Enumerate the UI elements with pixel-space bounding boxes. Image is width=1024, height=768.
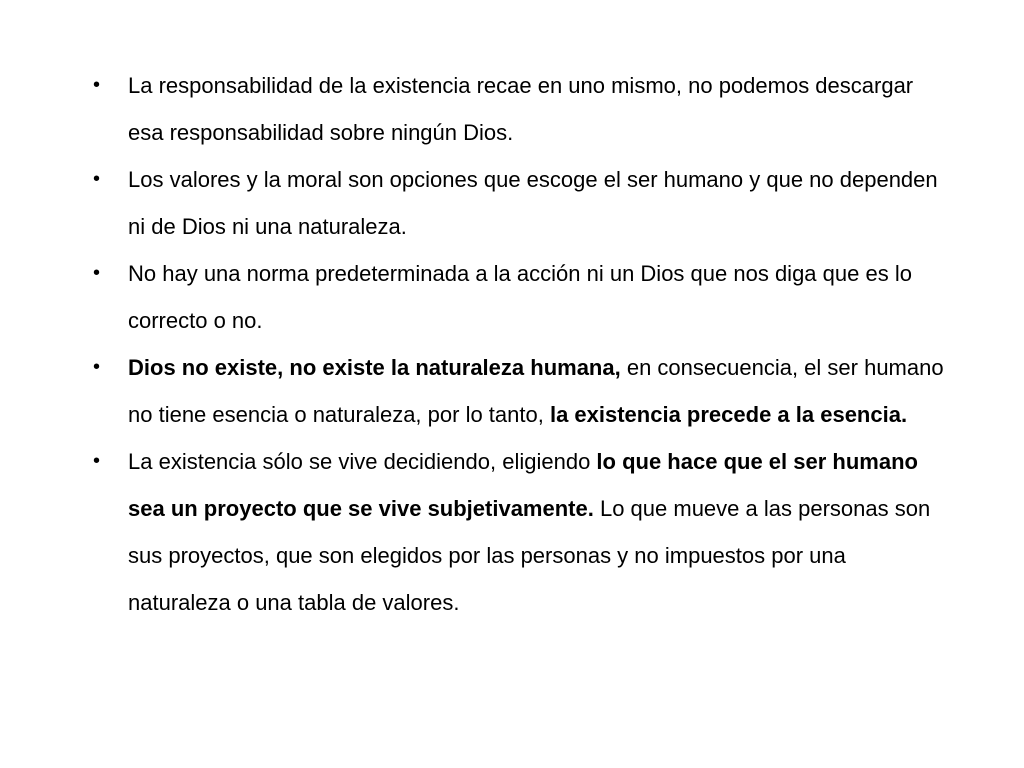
bullet-marker: •: [93, 262, 101, 284]
bullet-text: Los valores y la moral son opciones que escoge el ser humano y que no dependen ni de Dios ni una naturaleza.: [128, 167, 938, 239]
bullet-marker: •: [93, 168, 101, 190]
bullet-item: [93, 156, 953, 250]
bullet-text: No hay una norma predeterminada a la acción ni un Dios que nos diga que es lo correcto o no.: [128, 261, 912, 333]
bullet-item: [93, 250, 953, 344]
bullet-list: [93, 62, 953, 626]
bullet-marker: •: [93, 74, 101, 96]
text-segment: Lo que mueve a las personas son sus proyectos, que son elegidos por las personas y no impuestos por una naturaleza o una tabla de valores.: [128, 496, 931, 615]
text-segment: La existencia sólo se vive decidiendo, eligiendo: [128, 449, 597, 474]
bullet-item: [93, 62, 953, 156]
text-segment: en consecuencia, el ser humano no tiene esencia o naturaleza, por lo tanto,: [128, 355, 944, 427]
bold-text-segment: Dios no existe, no existe la naturaleza humana,: [128, 355, 621, 380]
bullet-item: [93, 344, 953, 438]
bold-text-segment: lo que hace que el ser humano sea un proyecto que se vive subjetivamente.: [128, 449, 918, 521]
bullet-marker: •: [93, 356, 101, 378]
bullet-text: La responsabilidad de la existencia recae en uno mismo, no podemos descargar esa responsabilidad sobre ningún Dios.: [128, 73, 914, 145]
bullet-marker: •: [93, 450, 101, 472]
bold-text-segment: la existencia precede a la esencia.: [549, 402, 908, 427]
bullet-item: [93, 438, 953, 626]
